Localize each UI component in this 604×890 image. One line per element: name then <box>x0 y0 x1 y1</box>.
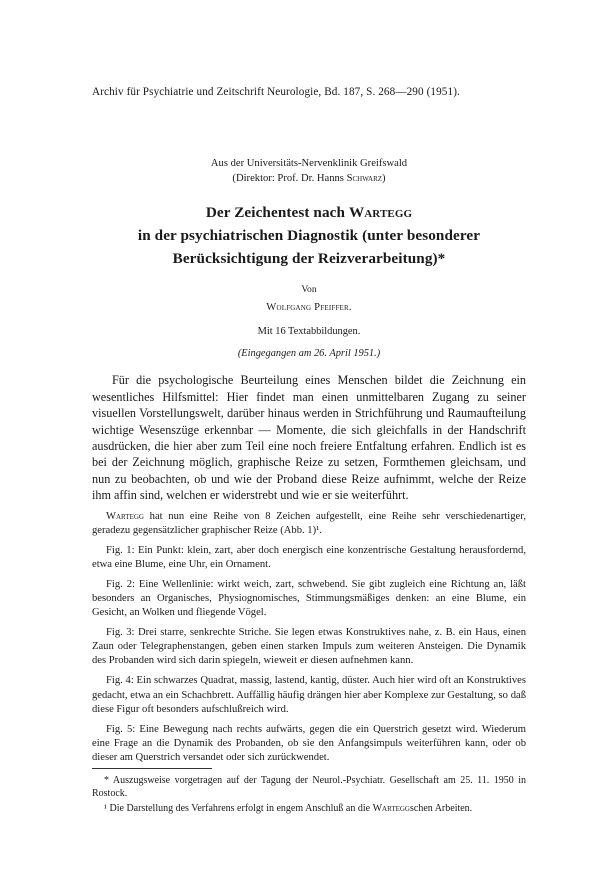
footnote-one-marker: ¹ <box>104 803 107 815</box>
footnote-one-text-b: schen Arbeiten. <box>409 803 473 815</box>
affiliation-director-prefix: (Direktor: Prof. Dr. Hanns <box>232 173 347 185</box>
small-paragraph-1-lead: Wartegg <box>106 510 144 522</box>
title-line-2: in der psychiatrischen Diagnostik (unter besonderer <box>137 226 481 244</box>
title-line-1-prefix: Der Zeichentest nach <box>205 204 349 222</box>
footnote-asterisk <box>92 774 526 800</box>
figures-note: Mit 16 Textabbildungen. <box>257 326 361 338</box>
small-paragraph-1 <box>92 510 526 538</box>
journal-citation-line: Archiv für Psychiatrie und Zeitschrift Neurologie, Bd. 187, S. 268—290 (1951). <box>92 86 460 98</box>
small-paragraph-fig4: Fig. 4: Ein schwarzes Quadrat, massig, lastend, kantig, düster. Auch hier wird oft an Konstruktives gedacht, etwa an ein Schachbrett. Auffällig häufig drängen hier aber Komplexe zur Gestaltung, so daß diese Figur oft besonders aufschlußreich wird. <box>92 675 526 715</box>
affiliation-block <box>92 156 526 186</box>
small-paragraph-fig2: Fig. 2: Eine Wellenlinie: wirkt weich, zart, schwebend. Sie gibt zugleich eine Richtung an, läßt besonders an Organisches, Physiognomisches, Stimmungsmäßiges denken: an eine Blume, ein Gesicht, an Wolken und fliegende Vögel. <box>92 579 526 619</box>
title-line-3: Berücksichtigung der Reizverarbeitung)* <box>172 249 446 267</box>
affiliation-institute: Aus der Universitäts-Nervenklinik Greifswald <box>210 158 408 169</box>
small-paragraph-fig3: Fig. 3: Drei starre, senkrechte Striche. Sie legen etwas Konstruktives nahe, z. B. ein Haus, einen Zaun oder Telegraphenstangen, geben einen starken Impuls zum weiteren Ansteigen. Die Dynamik des Probanden wird sich darin spiegeln, wieweit er diesen aufnehmen kann. <box>92 627 526 667</box>
author-name: Wolfgang Pfeiffer. <box>266 302 352 314</box>
small-paragraph-fig1: Fig. 1: Ein Punkt: klein, zart, aber doch energisch eine konzentrische Gestaltung herausfordernd, etwa eine Blume, eine Uhr, ein Ornament. <box>92 544 526 570</box>
affiliation-director <box>92 171 526 186</box>
footnote-divider <box>92 768 212 769</box>
affiliation-director-name: Schwarz <box>346 173 383 185</box>
affiliation-director-suffix: ) <box>382 173 386 185</box>
small-paragraph-1-text: hat nun eine Reihe von 8 Zeichen aufgestellt, eine Reihe sehr verschiedenartiger, geradezu gegensätzlicher graphischer Reize (Abb. 1)¹. <box>92 510 526 536</box>
small-paragraph-fig5: Fig. 5: Eine Bewegung nach rechts aufwärts, gegen die ein Querstrich gesetzt wird. Wiederum eine Frage an die Dynamik des Probanden, ob sie den Anfangsimpuls weiterführen kann, oder ob dieser am Querstrich versandet oder sich zurückwendet. <box>92 723 526 763</box>
body-paragraph-1: Für die psychologische Beurteilung eines Menschen bildet die Zeichnung ein wesentliches Hilfsmittel: Hier findet man einen unmittelbaren Zugang zu seiner visuellen Vorstellungswelt, darüber hinaus werden in Strichführung und Raumaufteilung wichtige Wesenszüge erkennbar — Momente, die sich gleichfalls in der Handschrift ausdrücken, die hier aber zum Teil eine noch freiere Entfaltung erfahren. Endlich ist es bei der Zeichnung möglich, graphische Reize zu setzen, Formthemen gleichsam, und nun zu beobachten, ob und wie der Proband diese Reize aufnimmt, welche der Reize ihm affin sind, welchen er widerstrebt und wie er sie weiterführt. <box>92 373 526 503</box>
received-date: (Eingegangen am 26. April 1951.) <box>237 348 381 360</box>
footnote-one <box>92 802 526 815</box>
byline-von: Von <box>301 284 317 296</box>
title-wartegg: Wartegg <box>348 204 413 222</box>
footnote-one-text-a: Die Darstellung des Verfahrens erfolgt in engem Anschluß an die <box>107 803 373 815</box>
footnote-one-sc: Wartegg <box>372 803 410 815</box>
footnotes-section <box>92 768 526 817</box>
footnote-asterisk-marker: * <box>104 775 109 786</box>
page-title <box>92 202 526 270</box>
footnote-asterisk-text: Auszugsweise vorgetragen auf der Tagung der Neurol.-Psychiatr. Gesellschaft am 25. 11. 1950 in Rostock. <box>92 775 526 800</box>
